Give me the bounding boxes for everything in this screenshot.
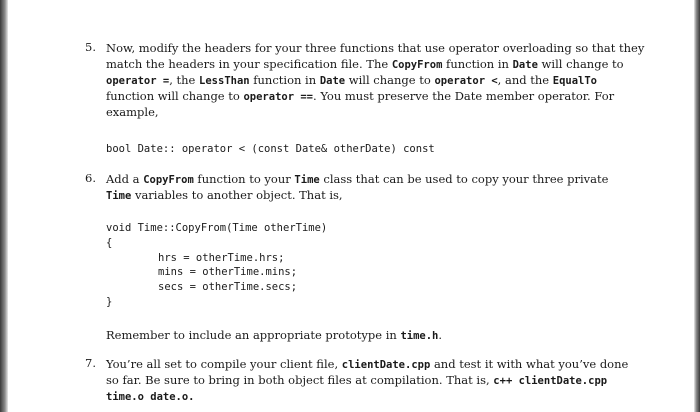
item-7-line-2: so far. Be sure to bring in both object files at compilation. That is, c++ clientDate.cpp	[106, 373, 608, 387]
page-left-edge	[0, 0, 8, 412]
item-5-line-3: operator =, the LessThan function in Date will change to operator <, and the EqualTo	[106, 73, 598, 87]
item-6-number: 6.	[85, 171, 96, 185]
item-5-line-1: Now, modify the headers for your three functions that use operator overloading so that they	[106, 41, 645, 55]
code-secs: secs = otherTime.secs;	[158, 281, 298, 293]
code-hrs: hrs = otherTime.hrs;	[158, 252, 285, 264]
item-5-number: 5.	[85, 40, 96, 54]
item-6-line-1: Add a CopyFrom function to your Time class that can be used to copy your three private	[106, 172, 609, 186]
code-open-brace: {	[106, 237, 113, 249]
item-7-line-1: You’re all set to compile your client file, clientDate.cpp and test it with what you’ve done	[106, 357, 629, 371]
page-right-edge	[694, 0, 700, 412]
item-7-line-3: time.o date.o.	[106, 391, 195, 403]
item-7-number: 7.	[85, 356, 96, 370]
item-6-remember: Remember to include an appropriate prototype in time.h.	[106, 328, 443, 342]
item-5-code-example: bool Date:: operator < (const Date& otherDate) const	[106, 143, 435, 155]
item-5-line-2: match the headers in your specification file. The CopyFrom function in Date will change to	[106, 57, 624, 71]
code-mins: mins = otherTime.mins;	[158, 266, 298, 278]
item-5-line-4: function will change to operator ==. You must preserve the Date member operator. For	[106, 89, 615, 103]
item-5-line-5: example,	[106, 105, 159, 119]
item-6-line-2: Time variables to another object. That is,	[106, 188, 343, 202]
code-signature: void Time::CopyFrom(Time otherTime)	[106, 222, 328, 234]
code-close-brace: }	[106, 296, 113, 308]
